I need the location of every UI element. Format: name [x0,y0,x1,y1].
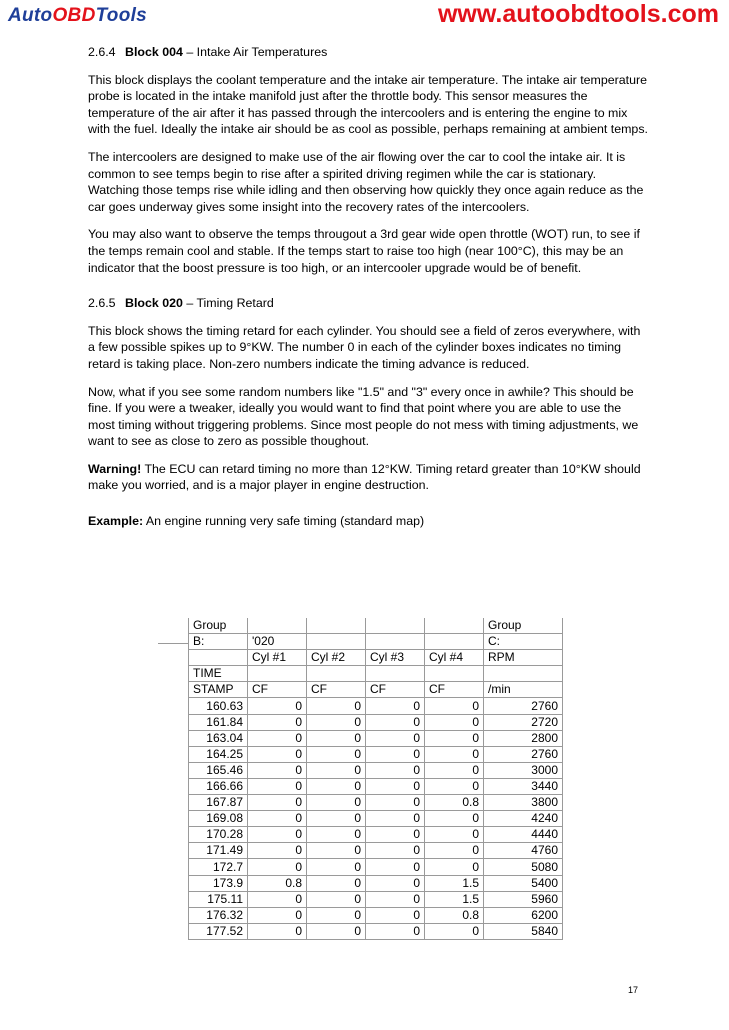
table-cell [307,666,366,682]
table-cell: B: [189,634,248,650]
table-row [189,843,563,859]
table-cell: 175.11 [189,891,248,907]
table-row [189,714,563,730]
table-cell [189,650,248,666]
table-cell: 0 [248,714,307,730]
table-cell [307,634,366,650]
table-cell [248,618,307,634]
table-cell: 0 [425,778,484,794]
table-row [189,875,563,891]
table-cell: Cyl #4 [425,650,484,666]
table-cell: CF [248,682,307,698]
table-header-row [189,618,563,634]
table-cell: 0 [366,762,425,778]
table-cell: 0 [425,811,484,827]
table-cell: 173.9 [189,875,248,891]
table-cell: 0 [425,843,484,859]
table-cell: 0 [366,746,425,762]
table-cell: 0 [366,730,425,746]
table-cell: 164.25 [189,746,248,762]
table-cell: 0 [366,714,425,730]
table-cell: 171.49 [189,843,248,859]
table-cell: 0 [307,859,366,875]
table-cell: 0 [425,714,484,730]
table-cell: 2760 [484,698,563,714]
table-cell: 0 [307,714,366,730]
table-cell [366,666,425,682]
paragraph: This block displays the coolant temperature and the intake air temperature. The intake air temperature probe is located in the intake manifold just after the throttle body. This sensor measures the temperature of the air after it has passed through the intercoolers and is entering the engine to mix with the fuel. Ideally the intake air should be as cool as possible, perhaps remaining at ambient temps. [88,72,648,137]
table-cell: 0 [425,746,484,762]
table-cell: 0 [248,859,307,875]
table-cell: 0 [307,795,366,811]
table-cell: 0 [248,923,307,939]
table-cell: 0 [307,762,366,778]
table-cell [366,618,425,634]
warning-text: The ECU can retard timing no more than 12°KW. Timing retard greater than 10°KW should make you worried, and is a major player in engine destruction. [88,461,641,493]
table-cell: 163.04 [189,730,248,746]
header-url[interactable]: www.autoobdtools.com [437,0,719,28]
document-body [88,44,648,541]
table-cell: 0 [366,875,425,891]
table-cell: 0 [366,811,425,827]
table-row [189,827,563,843]
table-cell [484,666,563,682]
section-number: 2.6.4 [88,45,116,59]
table-cell: 0 [307,923,366,939]
paragraph: The intercoolers are designed to make use of the air flowing over the car to cool the intake air. It is common to see temps begin to rise after a spirited driving regimen while the car is stationary. Watching those temps rise while idling and then observing how quickly they once again reduce as the car goes underway gives some insight into the recovery rates of the intercoolers. [88,149,644,214]
table-cell: 0 [248,730,307,746]
table-cell: 0 [366,698,425,714]
table-cell: 3440 [484,778,563,794]
table-header-row [189,682,563,698]
paragraph: Now, what if you see some random numbers like "1.5" and "3" every once in awhile? This should be fine. If you were a tweaker, ideally you would want to find that point where you are able to use the most timing without triggering problems. Since most people do not mess with timing adjustments, we want to see as close to zero as possible thoughout. [88,384,639,449]
table-cell: CF [425,682,484,698]
timing-retard-table [188,618,563,940]
table-cell: 2800 [484,730,563,746]
section-block-label: Block 004 [125,45,183,59]
paragraph: This block shows the timing retard for each cylinder. You should see a field of zeros everywhere, with a few possible spikes up to 9°KW. The number 0 in each of the cylinder boxes indicates no timing retard is taking place. Non-zero numbers indicate the timing advance is reduced. [88,323,641,371]
table-cell: Cyl #2 [307,650,366,666]
table-cell: /min [484,682,563,698]
table-cell: 161.84 [189,714,248,730]
table-cell [248,666,307,682]
table-cell: 0.8 [425,907,484,923]
table-cell: CF [307,682,366,698]
example-paragraph [88,513,648,530]
warning-label: Warning! [88,461,142,476]
warning-paragraph [88,461,648,494]
page-number: 17 [628,985,639,995]
table-cell: 5960 [484,891,563,907]
table-cell: 3800 [484,795,563,811]
table-row [189,746,563,762]
table-cell: 0 [366,859,425,875]
section-title: – Intake Air Temperatures [186,45,328,59]
table-cell: 167.87 [189,795,248,811]
table-header-row [189,650,563,666]
table-cell [425,666,484,682]
table-cell: '020 [248,634,307,650]
table-cell: 4240 [484,811,563,827]
table-row [189,907,563,923]
table-cell: 166.66 [189,778,248,794]
table-cell: 176.32 [189,907,248,923]
table-cell: 1.5 [425,891,484,907]
table-cell: 160.63 [189,698,248,714]
table-cell: 3000 [484,762,563,778]
table-header-row [189,666,563,682]
section-number: 2.6.5 [88,296,116,311]
table-cell: 0 [307,730,366,746]
table-cell: 0 [248,746,307,762]
table-cell [307,618,366,634]
table-cell: 0 [248,907,307,923]
table-cell: 172.7 [189,859,248,875]
table-cell: 0 [248,778,307,794]
section-title: – Timing Retard [186,296,274,311]
table-cell: 170.28 [189,827,248,843]
table-row [189,795,563,811]
table-row [189,859,563,875]
table-left-rule [158,643,188,644]
table-cell: 0 [248,827,307,843]
table-row [189,811,563,827]
table-cell: 0 [307,907,366,923]
table-cell: 0 [307,843,366,859]
table-cell: 0 [248,843,307,859]
autoobdtools-logo: AutoOBDTools [8,5,148,26]
table-cell [425,634,484,650]
table-cell [366,634,425,650]
table-cell: 2760 [484,746,563,762]
table-cell: 0 [425,827,484,843]
paragraph: You may also want to observe the temps througout a 3rd gear wide open throttle (WOT) run, to see if the temps remain cool and stable. If the temps start to raise too high (near 100°C), this may be an indicator that the boost pressure is too high, or an intercooler upgrade would be of benefit. [88,227,640,275]
table-cell: 0 [366,827,425,843]
table-cell: 0 [248,891,307,907]
table-cell: 177.52 [189,923,248,939]
table-cell: 165.46 [189,762,248,778]
table-cell: Cyl #1 [248,650,307,666]
table-cell: 4440 [484,827,563,843]
table-row [189,891,563,907]
table-row [189,778,563,794]
table-cell: 2720 [484,714,563,730]
table-cell: TIME [189,666,248,682]
table-cell: 0 [425,762,484,778]
table-cell: 0.8 [248,875,307,891]
table-cell [425,618,484,634]
table-cell: 0 [307,827,366,843]
table-cell: STAMP [189,682,248,698]
table-cell: 1.5 [425,875,484,891]
table-cell: 0 [248,698,307,714]
table-cell: Cyl #3 [366,650,425,666]
table-cell: 0 [366,795,425,811]
table-header-row [189,634,563,650]
table-cell: 0 [425,698,484,714]
table-cell: 0 [248,795,307,811]
table-cell: 0 [425,730,484,746]
table-cell: 0 [307,811,366,827]
table-cell: 5840 [484,923,563,939]
table-cell: 4760 [484,843,563,859]
section-block-label: Block 020 [125,296,183,311]
table-cell: 0 [366,891,425,907]
table-cell: C: [484,634,563,650]
table-cell: 169.08 [189,811,248,827]
table-cell: 0 [366,843,425,859]
table-cell: 0 [307,891,366,907]
table-cell: 5080 [484,859,563,875]
table-cell: 0 [366,923,425,939]
table-cell: 0 [248,762,307,778]
example-text: An engine running very safe timing (standard map) [143,514,425,529]
table-cell: 0 [307,746,366,762]
page-header [0,0,729,30]
table-cell: Group [484,618,563,634]
table-cell: 0 [307,698,366,714]
table-cell: 0 [307,875,366,891]
table-cell: 0 [425,923,484,939]
table-row [189,762,563,778]
table-cell: 0 [366,907,425,923]
table-cell: 5400 [484,875,563,891]
table-cell: Group [189,618,248,634]
table-row [189,730,563,746]
table-row [189,698,563,714]
table-cell: 0.8 [425,795,484,811]
example-label: Example: [88,514,144,529]
table-cell: CF [366,682,425,698]
table-cell: 0 [307,778,366,794]
table-row [189,923,563,939]
table-cell: 0 [425,859,484,875]
table-cell: RPM [484,650,563,666]
table-cell: 0 [248,811,307,827]
section-heading-block-020 [88,295,648,312]
table-cell: 6200 [484,907,563,923]
table-cell: 0 [366,778,425,794]
section-heading-block-004 [88,44,648,61]
